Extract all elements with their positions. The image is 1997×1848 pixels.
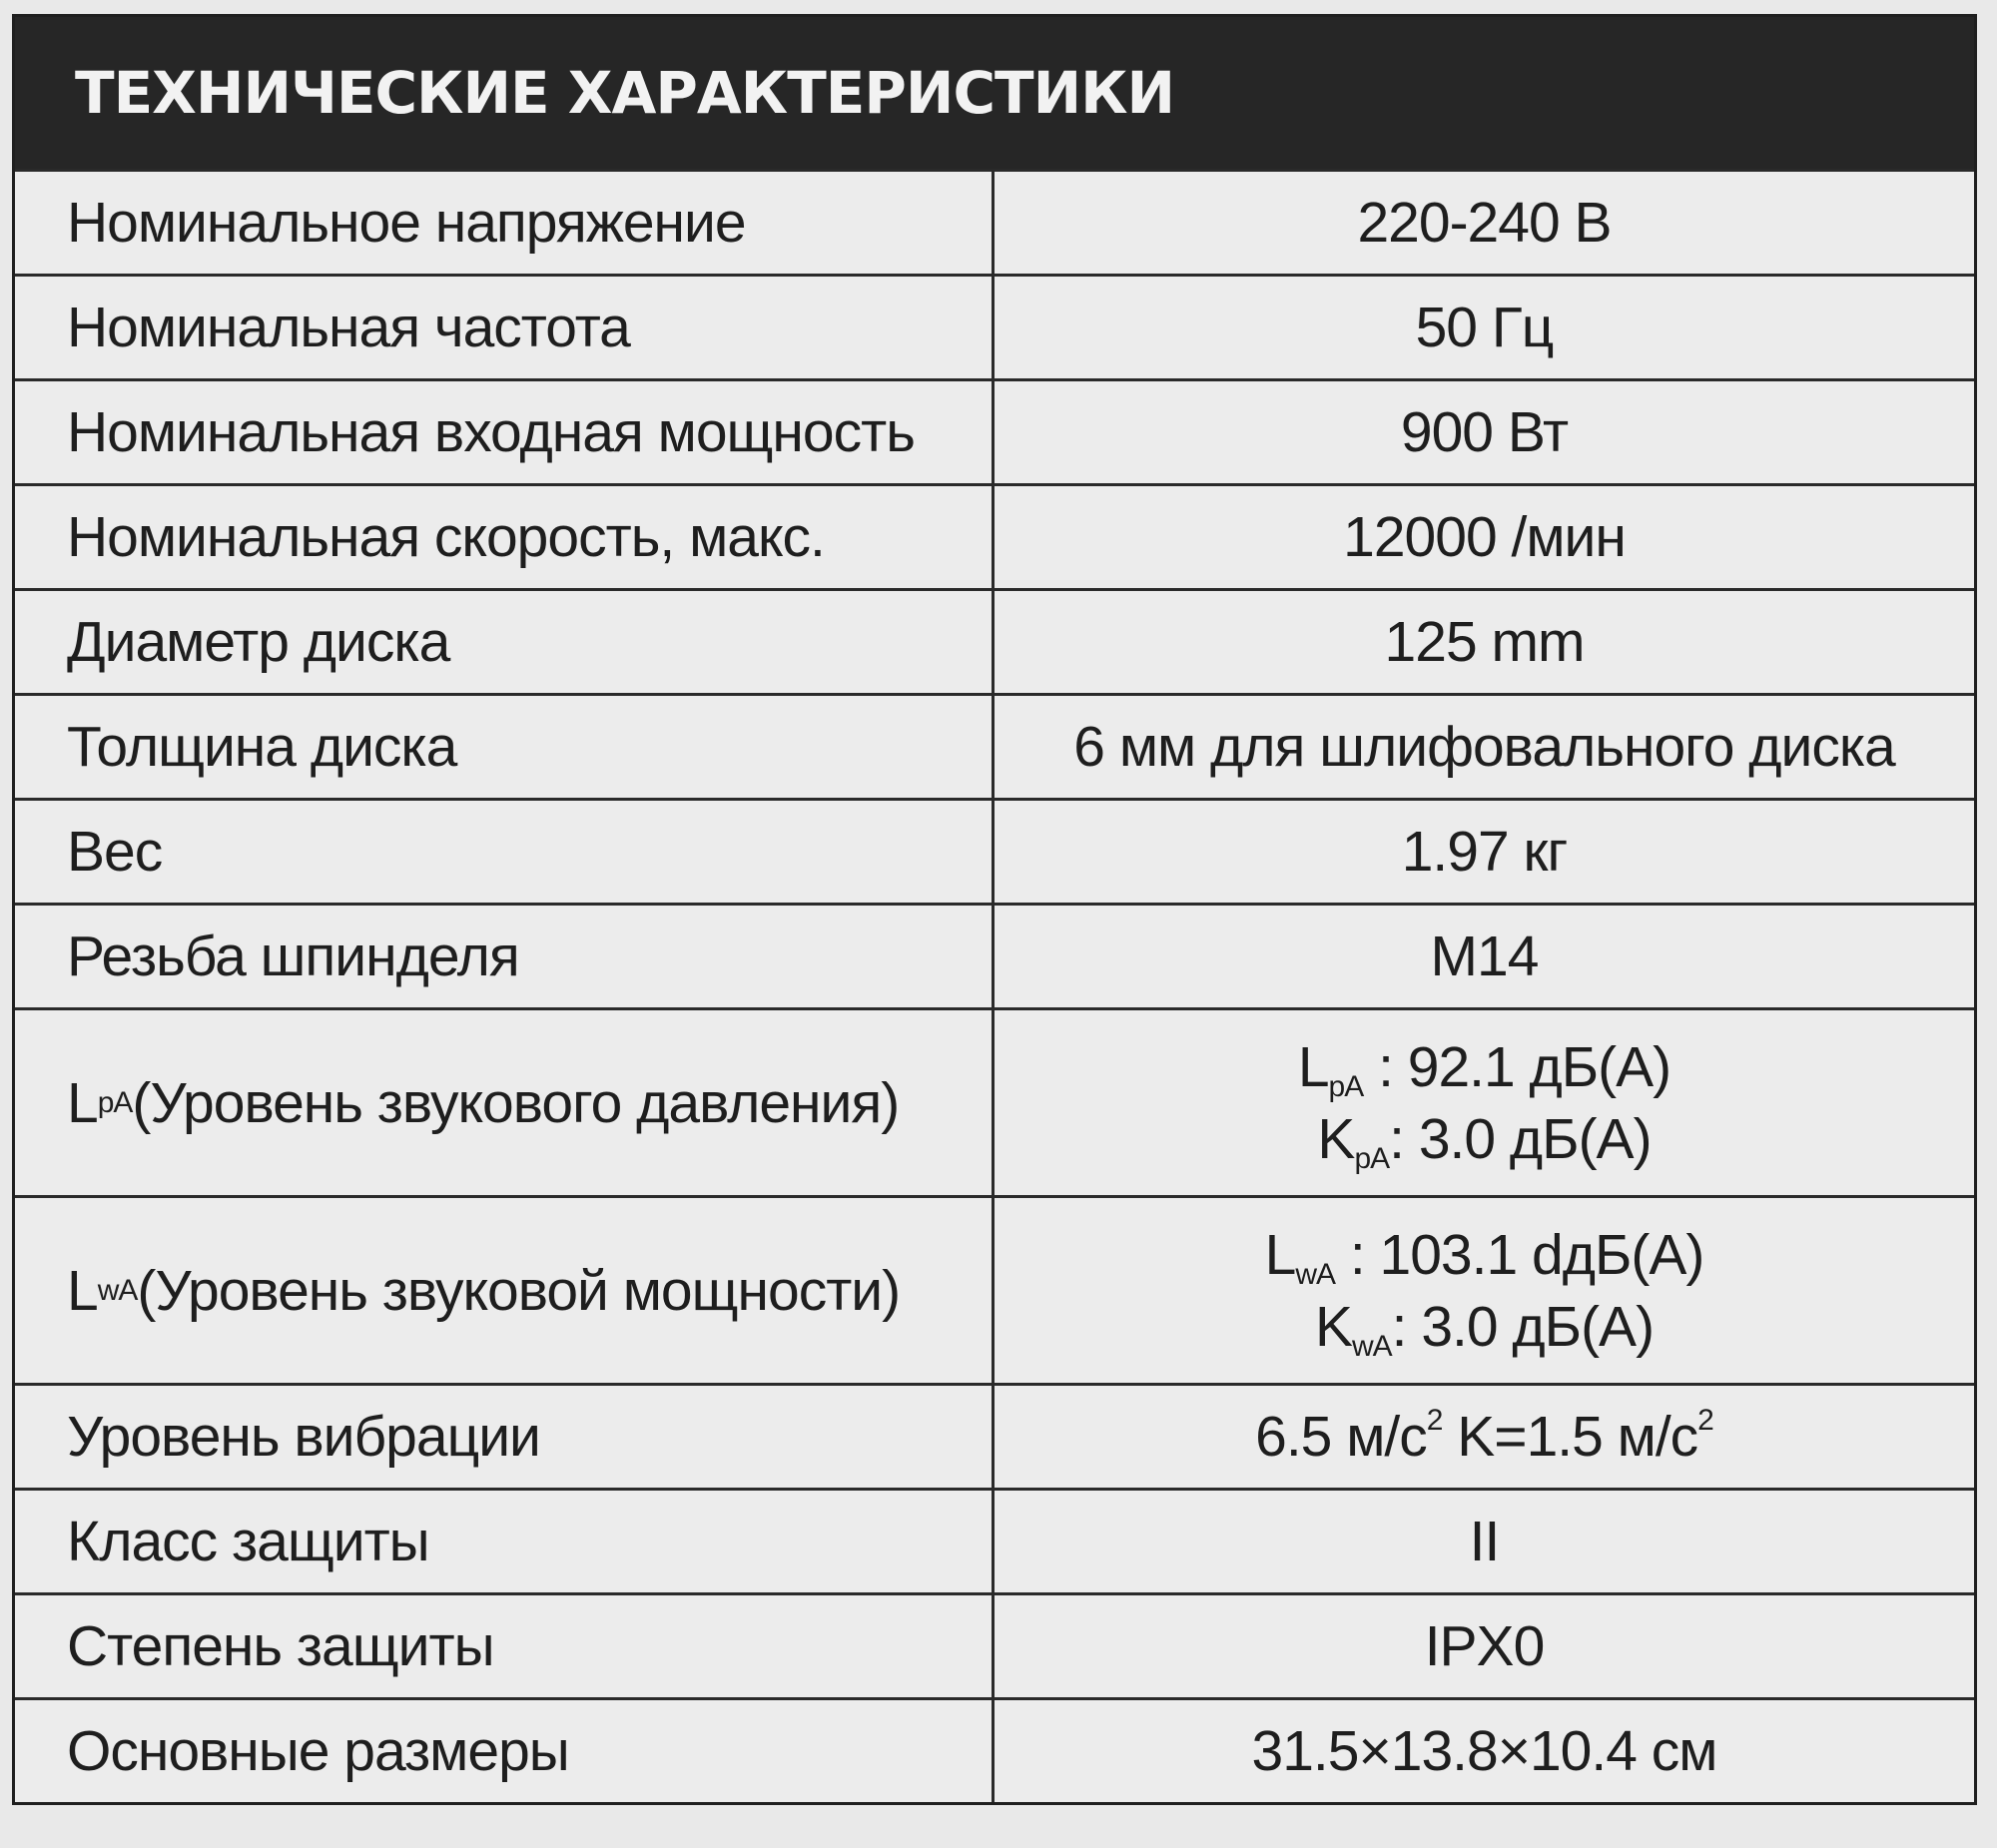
label-text: (Уровень звукового давления) bbox=[132, 1070, 900, 1135]
table-row bbox=[15, 903, 1974, 1007]
table-row bbox=[15, 693, 1974, 798]
value-subscript: wA bbox=[1351, 1329, 1392, 1363]
row-label: Основные размеры bbox=[15, 1700, 995, 1802]
table-row-sound-pressure bbox=[15, 1007, 1974, 1195]
value-symbol: K bbox=[1317, 1106, 1355, 1171]
table-row bbox=[15, 1488, 1974, 1592]
value-text: K=1.5 м/с bbox=[1442, 1405, 1698, 1469]
value-text: 6.5 м/с bbox=[1255, 1405, 1427, 1469]
row-value: II bbox=[1469, 1510, 1500, 1573]
value-text: : 3.0 дБ(А) bbox=[1391, 1294, 1655, 1359]
value-line-lwa bbox=[1265, 1219, 1704, 1291]
value-text: : 3.0 дБ(А) bbox=[1389, 1106, 1652, 1171]
value-line-kpa bbox=[1317, 1103, 1651, 1175]
row-label: L wA (Уровень звуковой мощности) bbox=[15, 1198, 995, 1383]
value-line-kwa bbox=[1315, 1291, 1654, 1363]
value-subscript: pA bbox=[1328, 1069, 1364, 1103]
label-text: (Уровень звуковой мощности) bbox=[137, 1258, 901, 1323]
row-label: Степень защиты bbox=[15, 1595, 995, 1697]
table-row-vibration bbox=[15, 1383, 1974, 1488]
row-value bbox=[995, 1010, 1974, 1195]
value-superscript: 2 bbox=[1697, 1404, 1713, 1437]
row-value: 12000 /мин bbox=[1343, 505, 1626, 569]
table-row bbox=[15, 588, 1974, 693]
value-symbol: K bbox=[1314, 1294, 1352, 1359]
row-value: 31.5×13.8×10.4 см bbox=[1251, 1719, 1717, 1783]
row-value: 125 mm bbox=[1384, 610, 1585, 674]
value-superscript: 2 bbox=[1426, 1404, 1443, 1437]
table-row bbox=[15, 274, 1974, 378]
value-line-lpa bbox=[1298, 1031, 1670, 1103]
row-value: 50 Гц bbox=[1415, 296, 1554, 359]
row-label: Толщина диска bbox=[15, 696, 995, 798]
row-label: Резьба шпинделя bbox=[15, 906, 995, 1007]
row-label: Номинальное напряжение bbox=[15, 172, 995, 274]
table-row bbox=[15, 1697, 1974, 1802]
row-label: Класс защиты bbox=[15, 1491, 995, 1592]
vibration-value bbox=[1255, 1404, 1713, 1470]
value-text: : 103.1 dдБ(А) bbox=[1335, 1222, 1704, 1287]
row-value: 220-240 В bbox=[1357, 191, 1612, 255]
row-value: IPX0 bbox=[1424, 1614, 1545, 1678]
row-value: 6 мм для шлифовального диска bbox=[1073, 715, 1895, 779]
row-value bbox=[995, 1386, 1974, 1488]
table-row bbox=[15, 483, 1974, 588]
specifications-table bbox=[12, 14, 1977, 1805]
value-symbol: L bbox=[1297, 1034, 1329, 1099]
row-label: Диаметр диска bbox=[15, 591, 995, 693]
row-value: 1.97 кг bbox=[1401, 820, 1568, 884]
row-label: Уровень вибрации bbox=[15, 1386, 995, 1488]
table-row bbox=[15, 169, 1974, 274]
row-value: 900 Вт bbox=[1400, 400, 1569, 464]
value-symbol: L bbox=[1264, 1222, 1296, 1287]
row-value: M14 bbox=[1430, 924, 1539, 988]
table-header bbox=[15, 17, 1974, 169]
table-title: ТЕХНИЧЕСКИЕ ХАРАКТЕРИСТИКИ bbox=[75, 59, 1175, 127]
value-subscript: wA bbox=[1295, 1257, 1336, 1291]
row-label: Номинальная скорость, макс. bbox=[15, 486, 995, 588]
value-text: : 92.1 дБ(А) bbox=[1363, 1034, 1671, 1099]
value-subscript: pA bbox=[1354, 1141, 1390, 1175]
row-label: Вес bbox=[15, 801, 995, 903]
table-row-sound-power bbox=[15, 1195, 1974, 1383]
table-row bbox=[15, 378, 1974, 483]
table-row bbox=[15, 1592, 1974, 1697]
table-row bbox=[15, 798, 1974, 903]
label-symbol: L bbox=[67, 1070, 98, 1135]
row-value bbox=[995, 1198, 1974, 1383]
row-label: Номинальная частота bbox=[15, 277, 995, 378]
label-symbol: L bbox=[67, 1258, 98, 1323]
row-label: L pA (Уровень звукового давления) bbox=[15, 1010, 995, 1195]
row-label: Номинальная входная мощность bbox=[15, 381, 995, 483]
